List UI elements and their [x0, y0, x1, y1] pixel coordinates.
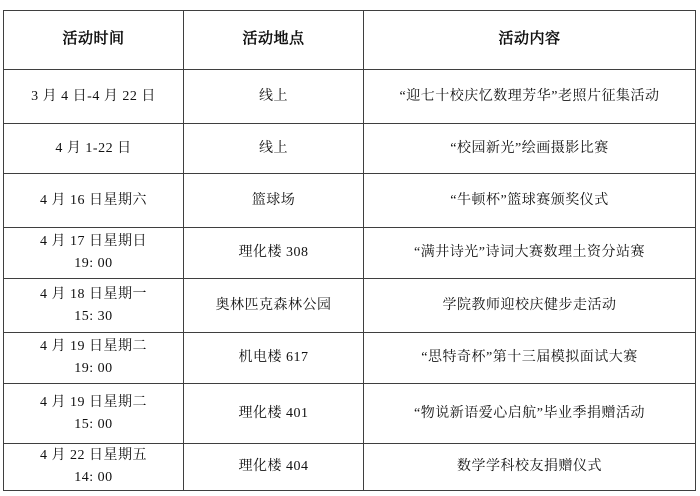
time-cell — [4, 174, 184, 228]
activity-schedule-table — [3, 10, 696, 491]
time-text: 3 月 4 日-4 月 22 日 — [31, 88, 156, 104]
time-text: 4 月 22 日星期五 — [40, 448, 147, 464]
location-cell: 线上 — [184, 70, 364, 124]
location-cell: 篮球场 — [184, 174, 364, 228]
column-header-location: 活动地点 — [184, 11, 364, 70]
time-cell — [4, 333, 184, 384]
time-cell — [4, 384, 184, 444]
content-cell: “思特奇杯”第十三届模拟面试大赛 — [364, 333, 696, 384]
time-text: 4 月 18 日星期一 — [40, 286, 147, 302]
table-row — [4, 279, 696, 333]
location-cell: 理化楼 401 — [184, 384, 364, 444]
content-cell: “迎七十校庆忆数理芳华”老照片征集活动 — [364, 70, 696, 124]
content-cell: 数学学科校友捐赠仪式 — [364, 444, 696, 491]
content-cell: “满井诗光”诗词大赛数理土资分站赛 — [364, 228, 696, 279]
time-text: 4 月 19 日星期二 — [40, 394, 147, 410]
activity-schedule-table-wrap — [3, 10, 696, 491]
time-cell — [4, 279, 184, 333]
column-header-time: 活动时间 — [4, 11, 184, 70]
table-row — [4, 444, 696, 491]
table-row — [4, 384, 696, 444]
time-text-line2: 19: 00 — [74, 361, 113, 376]
content-cell: 学院教师迎校庆健步走活动 — [364, 279, 696, 333]
time-text-line2: 15: 30 — [74, 308, 113, 324]
table-row — [4, 228, 696, 279]
table-row — [4, 70, 696, 124]
time-cell — [4, 124, 184, 174]
time-cell — [4, 444, 184, 491]
content-cell: “校园新光”绘画摄影比赛 — [364, 124, 696, 174]
column-header-content: 活动内容 — [364, 11, 696, 70]
content-cell: “牛顿杯”篮球赛颁奖仪式 — [364, 174, 696, 228]
time-cell — [4, 70, 184, 124]
location-cell: 理化楼 404 — [184, 444, 364, 491]
time-text-line2: 14: 00 — [74, 470, 113, 485]
header-row — [4, 11, 696, 70]
time-text: 4 月 16 日星期六 — [40, 192, 147, 208]
location-cell: 理化楼 308 — [184, 228, 364, 279]
time-text-line2: 15: 00 — [74, 416, 113, 432]
table-row — [4, 174, 696, 228]
location-cell: 线上 — [184, 124, 364, 174]
table-row — [4, 333, 696, 384]
location-cell: 奥林匹克森林公园 — [184, 279, 364, 333]
content-cell: “物说新语爱心启航”毕业季捐赠活动 — [364, 384, 696, 444]
time-text: 4 月 19 日星期二 — [40, 339, 147, 355]
table-row — [4, 124, 696, 174]
time-text: 4 月 1-22 日 — [55, 140, 132, 156]
time-text-line2: 19: 00 — [74, 256, 113, 271]
time-cell — [4, 228, 184, 279]
location-cell: 机电楼 617 — [184, 333, 364, 384]
time-text: 4 月 17 日星期日 — [40, 234, 147, 250]
